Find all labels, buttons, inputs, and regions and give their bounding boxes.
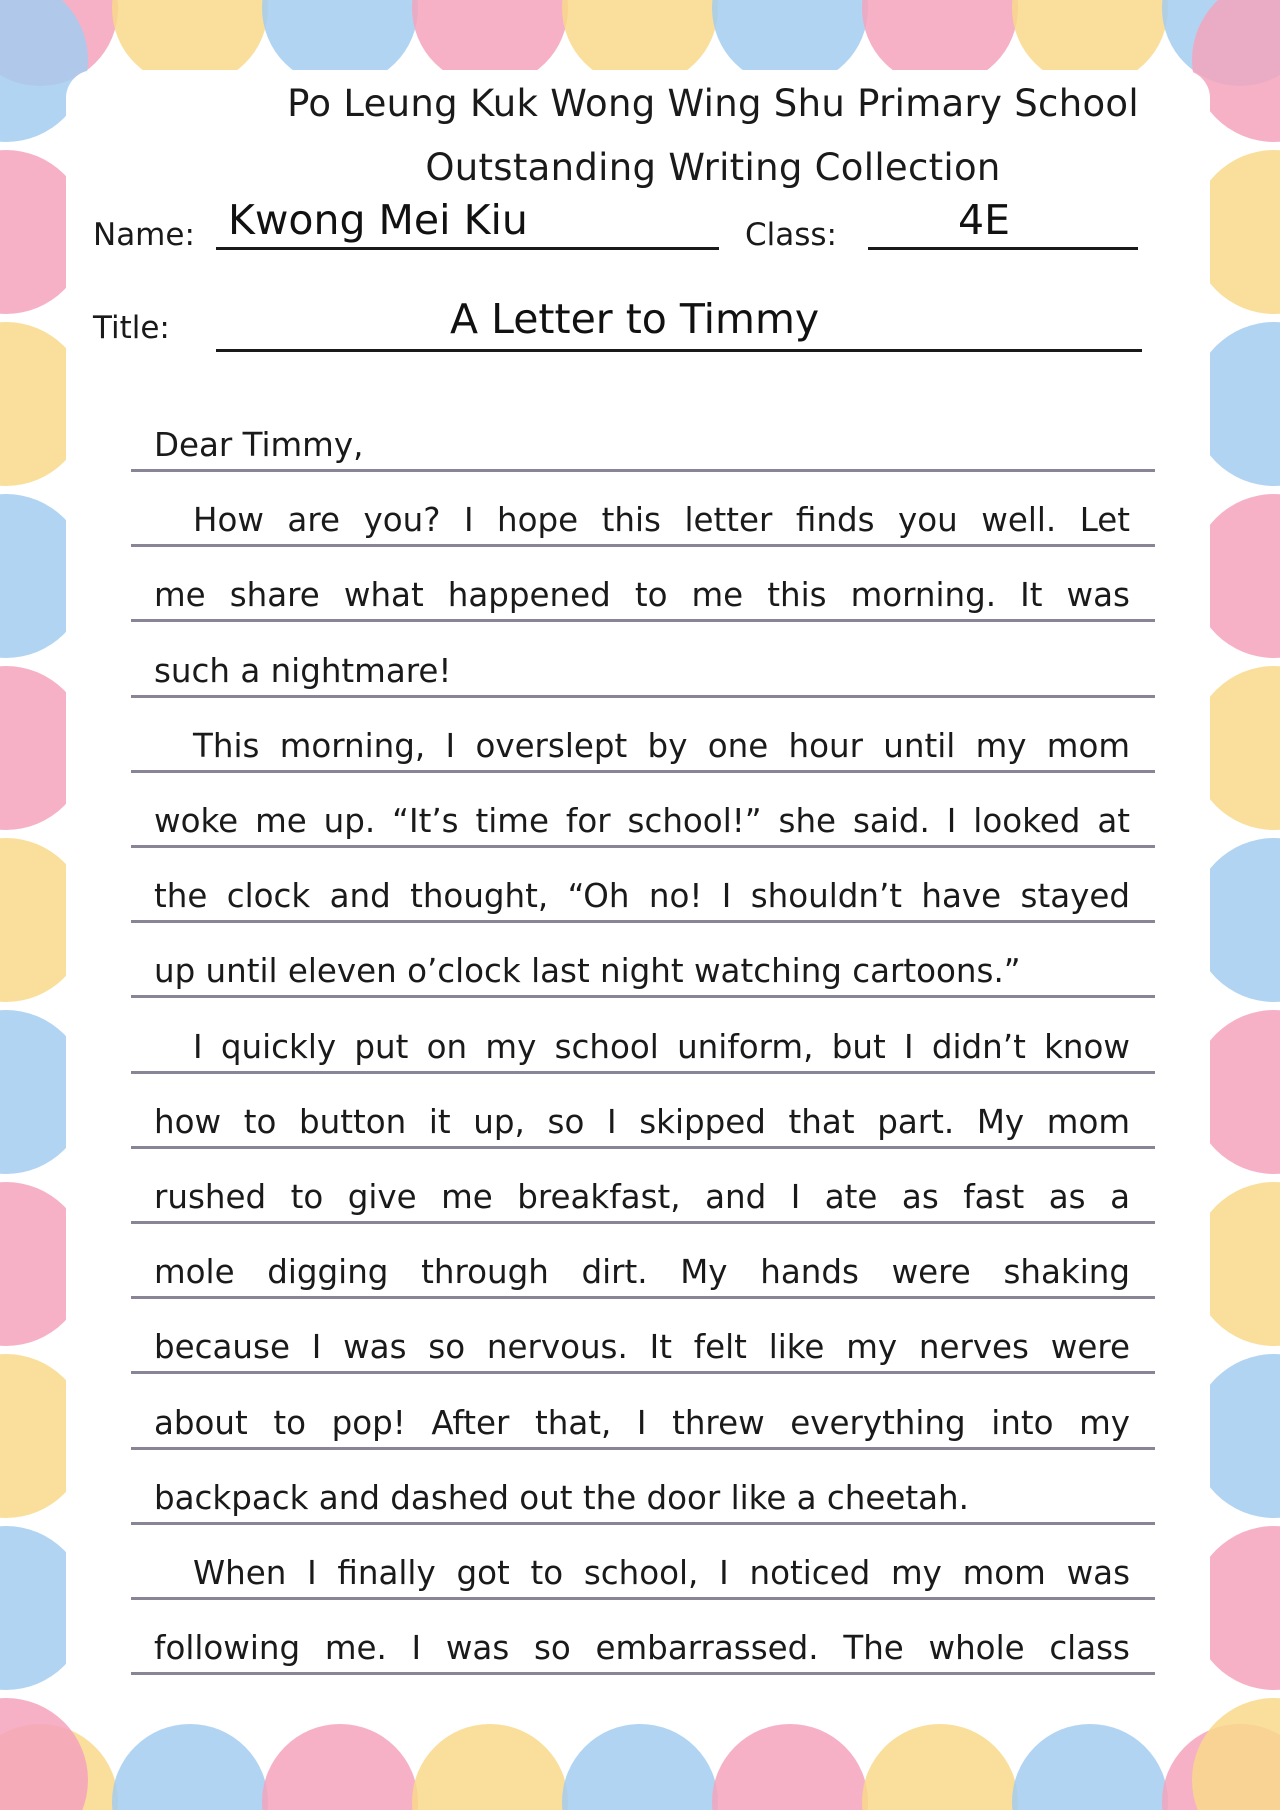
letter-line: This morning, I overslept by one hour until my mom [193,727,1130,765]
ruled-line [131,619,1155,622]
border-dot [562,1724,718,1810]
border-dot [112,1724,268,1810]
letter-line: Dear Timmy, [154,426,364,464]
border-dot [412,1724,568,1810]
school-name: Po Leung Kuk Wong Wing Shu Primary School [287,82,1139,125]
ruled-line [131,995,1155,998]
border-dot [1012,1724,1168,1810]
name-underline [216,247,719,250]
border-dot [0,1698,88,1810]
ruled-line [131,1672,1155,1675]
letter-line: about to pop! After that, I threw everything into my [154,1404,1130,1442]
letter-line: such a nightmare! [154,652,452,690]
title-underline [216,349,1142,352]
letter-line: how to button it up, so I skipped that part. My mom [154,1103,1130,1141]
essay-title: A Letter to Timmy [450,295,820,343]
letter-line: I quickly put on my school uniform, but I didn’t know [193,1028,1130,1066]
letter-line: woke me up. “It’s time for school!” she said. I looked at [154,802,1130,840]
ruled-line [131,544,1155,547]
letter-line: How are you? I hope this letter finds you well. Let [193,501,1130,539]
ruled-line [131,1071,1155,1074]
ruled-line [131,1221,1155,1224]
letter-line: mole digging through dirt. My hands were shaking [154,1253,1130,1291]
border-dot [1192,1698,1280,1810]
ruled-line [131,469,1155,472]
letter-line: up until eleven o’clock last night watching cartoons.” [154,952,1021,990]
class-label: Class: [745,217,838,253]
ruled-line [131,770,1155,773]
letter-line: When I finally got to school, I noticed my mom was [193,1554,1130,1592]
class-underline [868,247,1138,250]
letter-line: following me. I was so embarrassed. The whole class [154,1629,1130,1667]
ruled-line [131,1296,1155,1299]
ruled-line [131,1597,1155,1600]
letter-line: the clock and thought, “Oh no! I shouldn’t have stayed [154,877,1130,915]
title-label: Title: [93,310,170,346]
letter-line: me share what happened to me this morning. It was [154,576,1130,614]
ruled-line [131,695,1155,698]
student-name: Kwong Mei Kiu [228,196,528,244]
name-label: Name: [93,217,195,253]
border-dot [262,1724,418,1810]
border-dot [862,1724,1018,1810]
ruled-line [131,1371,1155,1374]
collection-title: Outstanding Writing Collection [425,146,1001,189]
ruled-line [131,1447,1155,1450]
ruled-line [131,845,1155,848]
letter-line: because I was so nervous. It felt like my nerves were [154,1328,1130,1366]
letter-line: rushed to give me breakfast, and I ate as fast as a [154,1178,1130,1216]
border-dot [712,1724,868,1810]
ruled-line [131,1522,1155,1525]
letter-line: backpack and dashed out the door like a cheetah. [154,1479,969,1517]
class-value: 4E [958,196,1010,244]
ruled-line [131,920,1155,923]
ruled-line [131,1146,1155,1149]
